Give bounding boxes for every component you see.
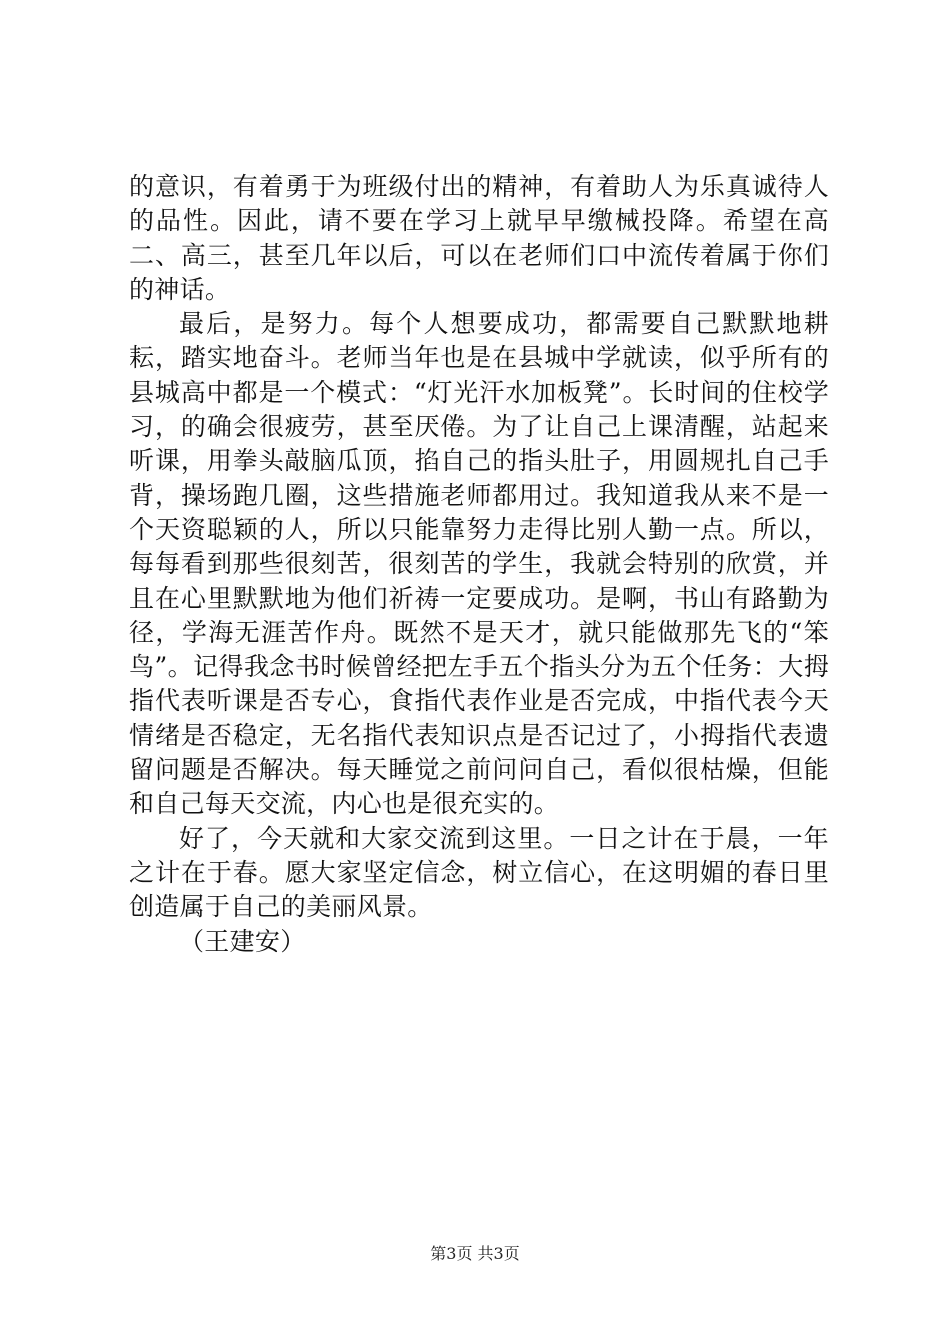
document-body: [129, 170, 829, 959]
page-footer: 第3页 共3页: [430, 1244, 520, 1263]
paragraph-continuation: 的意识，有着勇于为班级付出的精神，有着助人为乐真诚待人的品性。因此，请不要在学习上就早早缴械投降。希望在高二、高三，甚至几年以后，可以在老师们口中流传着属于你们的神话。: [129, 172, 829, 304]
paragraph-effort: 最后，是努力。每个人想要成功，都需要自己默默地耕耘，踏实地奋斗。老师当年也是在县城中学就读，似乎所有的县城高中都是一个模式：“灯光汗水加板凳”。长时间的住校学习，的确会很疲劳，甚至厌倦。为了让自己上课清醒，站起来听课，用拳头敲脑瓜顶，掐自己的指头肚子，用圆规扎自己手背，操场跑几圈，这些措施老师都用过。我知道我从来不是一个天资聪颖的人，所以只能靠努力走得比别人勤一点。所以，每每看到那些很刻苦，很刻苦的学生，我就会特别的欣赏，并且在心里默默地为他们祈祷一定要成功。是啊，书山有路勤为径，学海无涯苦作舟。既然不是天才，就只能做那先飞的“笨鸟”。记得我念书时候曾经把左手五个指头分为五个任务：大拇指代表听课是否专心，食指代表作业是否完成，中指代表今天情绪是否稳定，无名指代表知识点是否记过了，小拇指代表遗留问题是否解决。每天睡觉之前问问自己，看似很枯燥，但能和自己每天交流，内心也是很充实的。: [129, 309, 829, 819]
author-signature: （王建安）: [179, 926, 306, 956]
paragraph-closing: 好了，今天就和大家交流到这里。一日之计在于晨，一年之计在于春。愿大家坚定信念，树立信心，在这明媚的春日里创造属于自己的美丽风景。: [129, 823, 829, 922]
